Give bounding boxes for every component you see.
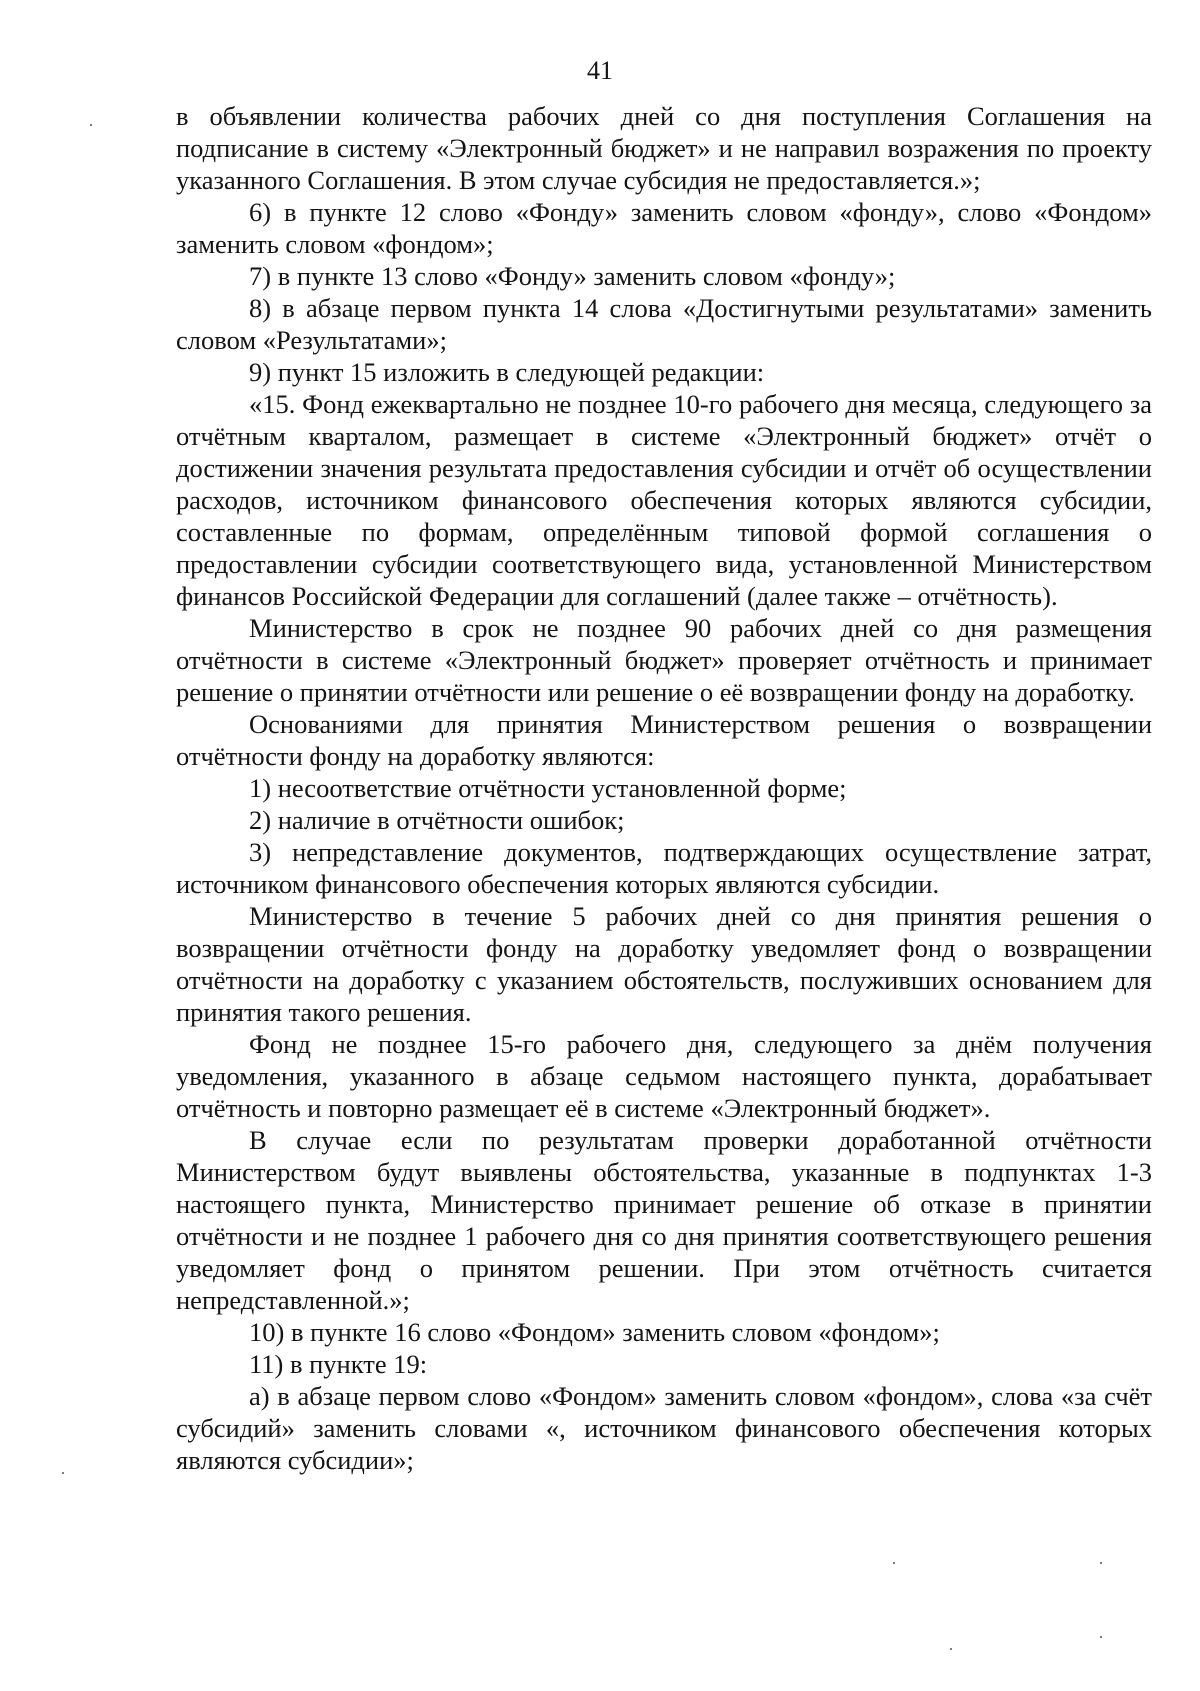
scan-speck [893,1562,895,1564]
scan-speck [950,1648,952,1650]
paragraph-3: 7) в пункте 13 слово «Фонду» заменить словом «фонду»; [249,261,896,291]
paragraph-4: 8) в абзаце первом пункта 14 слова «Достигнутыми результатами» заменить словом «Результатами»; [176,293,1152,355]
paragraph-14: В случае если по результатам проверки доработанной отчётности Министерством будут выявлены обстоятельства, указанные в подпунктах 1-3 настоящего пункта, Министерство принимает решение об отказе в принятии отчётности и не позднее 1 рабочего дня со дня принятия соответствующего решения уведомляет фонд о принятом решении. При этом отчётность считается непредставленной.»; [176,1125,1152,1315]
paragraph-8: Основаниями для принятия Министерством решения о возвращении отчётности фонду на доработку являются: [176,709,1152,771]
paragraph-15: 10) в пункте 16 слово «Фондом» заменить словом «фондом»; [249,1317,940,1347]
paragraph-17: а) в абзаце первом слово «Фондом» заменить словом «фондом», слова «за счёт субсидий» заменить словами «, источником финансового обеспечения которых являются субсидии»; [176,1381,1152,1475]
document-body [176,100,1152,1476]
scan-speck [1100,1562,1102,1564]
scan-speck [90,124,92,126]
paragraph-13: Фонд не позднее 15-го рабочего дня, следующего за днём получения уведомления, указанного в абзаце седьмом настоящего пункта, дорабатывает отчётность и повторно размещает её в системе «Электронный бюджет». [176,1029,1152,1123]
paragraph-10: 2) наличие в отчётности ошибок; [249,805,625,835]
paragraph-9: 1) несоответствие отчётности установленной форме; [249,773,847,803]
scan-speck [62,1472,64,1474]
page-number: 41 [587,56,613,85]
paragraph-5: 9) пункт 15 изложить в следующей редакции: [249,357,765,387]
paragraph-1: в объявлении количества рабочих дней со дня поступления Соглашения на подписание в систему «Электронный бюджет» и не направил возражения по проекту указанного Соглашения. В этом случае субсидия не предоставляется.»; [176,101,1152,195]
paragraph-2: 6) в пункте 12 слово «Фонду» заменить словом «фонду», слово «Фондом» заменить словом «фондом»; [176,197,1152,259]
paragraph-11: 3) непредставление документов, подтверждающих осуществление затрат, источником финансового обеспечения которых являются субсидии. [176,837,1152,899]
paragraph-6: «15. Фонд ежеквартально не позднее 10-го рабочего дня месяца, следующего за отчётным кварталом, размещает в системе «Электронный бюджет» отчёт о достижении значения результата предоставления субсидии и отчёт об осуществлении расходов, источником финансового обеспечения которых являются субсидии, составленные по формам, определённым типовой формой соглашения о предоставлении субсидии соответствующего вида, установленной Министерством финансов Российской Федерации для соглашений (далее также – отчётность). [176,389,1152,611]
paragraph-7: Министерство в срок не позднее 90 рабочих дней со дня размещения отчётности в системе «Электронный бюджет» проверяет отчётность и принимает решение о принятии отчётности или решение о её возвращении фонду на доработку. [176,613,1152,707]
paragraph-12: Министерство в течение 5 рабочих дней со дня принятия решения о возвращении отчётности фонду на доработку уведомляет фонд о возвращении отчётности на доработку с указанием обстоятельств, послуживших основанием для принятия такого решения. [176,901,1152,1027]
paragraph-16: 11) в пункте 19: [249,1349,428,1379]
scan-speck [1100,1636,1102,1638]
